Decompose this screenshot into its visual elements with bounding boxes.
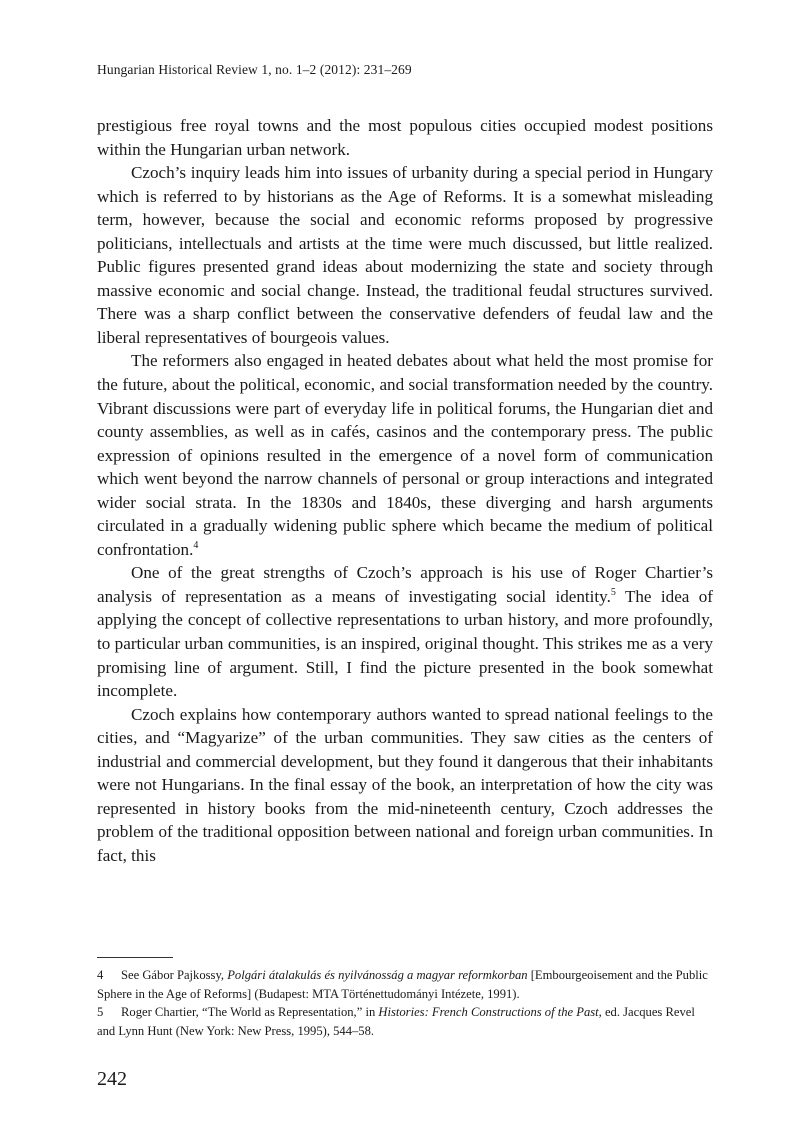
paragraph-text: prestigious free royal towns and the most populous cities occupied modest positions within the Hungarian urban network. bbox=[97, 116, 713, 159]
footnote-ref[interactable]: 5 bbox=[610, 586, 616, 598]
footnote-title: Histories: French Constructions of the Past, bbox=[378, 1005, 602, 1020]
footnote-ref[interactable]: 4 bbox=[193, 539, 199, 551]
footnote-text: ed. Jacques Revel and Lynn Hunt (New York: New Press, 1995), 544–58. bbox=[97, 1005, 695, 1038]
footnote-rule bbox=[97, 957, 173, 958]
footnote bbox=[97, 966, 713, 1003]
footnote-number: 4 bbox=[97, 968, 104, 982]
body-text bbox=[97, 114, 713, 868]
paragraph-text: The reformers also engaged in heated debates about what held the most promise for the future, about the political, economic, and social transformation needed by the country. Vibrant discussions were part of everyday life in political forums, the Hungarian diet and county assemblies, as well as in cafés, casinos and the contemporary press. The public expression of opinions resulted in the emergence of a novel form of communication which went beyond the narrow channels of personal or group interactions and integrated wider social strata. In the 1830s and 1840s, these diverging and harsh arguments circulated in a gradually widening public sphere which became the medium of political confrontation. bbox=[97, 351, 713, 559]
paragraph bbox=[97, 561, 713, 702]
footnote-number: 5 bbox=[97, 1005, 104, 1020]
paragraph bbox=[97, 349, 713, 561]
paragraph-text: The idea of applying the concept of collective representations to urban history, and more profoundly, to particular urban communities, is an inspired, original thought. This strikes me as a very promising line of argument. Still, I find the picture presented in the book somewhat incomplete. bbox=[97, 586, 713, 701]
paragraph-text: Czoch’s inquiry leads him into issues of urbanity during a special period in Hungary which is referred to by historians as the Age of Reforms. It is a somewhat misleading term, however, because the social and economic reforms proposed by progressive politicians, intellectuals and artists at the time were much discussed, but little realized. Public figures presented grand ideas about modernizing the state and society through massive economic and social change. Instead, the traditional feudal structures survived. There was a sharp conflict between the conservative defenders of feudal law and the liberal representatives of bourgeois values. bbox=[97, 163, 713, 347]
running-head: Hungarian Historical Review 1, no. 1–2 (2012): 231–269 bbox=[97, 62, 412, 77]
footnotes bbox=[97, 966, 713, 1040]
footnote-title: Polgári átalakulás és nyilvánosság a magyar reformkorban bbox=[227, 968, 528, 982]
footnote bbox=[97, 1003, 713, 1040]
footnote-text: Roger Chartier, “The World as Representation,” in bbox=[121, 1005, 379, 1020]
paragraph-text: Czoch explains how contemporary authors wanted to spread national feelings to the cities, and “Magyarize” of the urban communities. They saw cities as the centers of industrial and commercial development, but they found it dangerous that their inhabitants were not Hungarians. In the final essay of the book, an interpretation of how the city was represented in history books from the mid-nineteenth century, Czoch addresses the problem of the traditional opposition between national and foreign urban communities. In fact, this bbox=[97, 704, 713, 865]
paragraph bbox=[97, 161, 713, 349]
footnote-text: [Embourgeoisement and the Public Sphere in the Age of Reforms] (Budapest: MTA Történettudományi Intézete, 1991). bbox=[97, 968, 708, 1001]
paragraph bbox=[97, 703, 713, 868]
page-number: 242 bbox=[97, 1068, 127, 1090]
footnote-text: See Gábor Pajkossy, bbox=[121, 968, 228, 982]
paragraph-text: One of the great strengths of Czoch’s approach is his use of Roger Chartier’s analysis of representation as a means of investigating social identity. bbox=[97, 563, 713, 606]
paragraph bbox=[97, 114, 713, 161]
